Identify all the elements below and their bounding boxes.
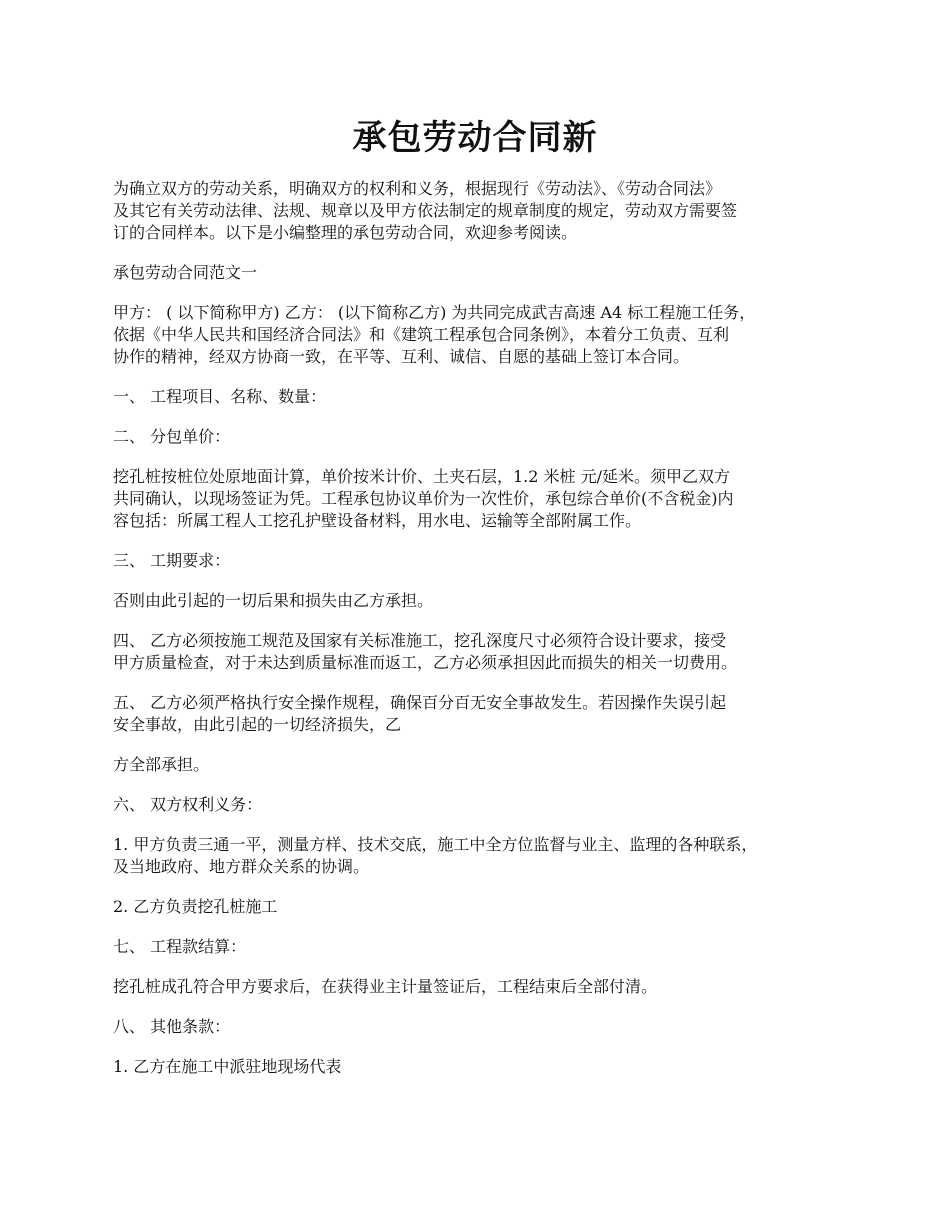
clause-paragraph: [113, 754, 858, 776]
clause-paragraph: [113, 1056, 858, 1078]
text-line: 容包括：所属工程人工挖孔护壁设备材料，用水电、运输等全部附属工作。: [113, 511, 642, 530]
text-line: 协作的精神，经双方协商一致，在平等、互利、诚信、自愿的基础上签订本合同。: [113, 347, 690, 366]
clause-heading: [113, 426, 858, 448]
clause-heading: [113, 936, 858, 958]
clause-paragraph: [113, 590, 858, 612]
clause-paragraph: [113, 692, 858, 736]
clause-heading: [113, 794, 858, 816]
clause-paragraph: [113, 630, 858, 674]
text-line: 挖孔桩成孔符合甲方要求后，在获得业主计量签证后，工程结束后全部付清。: [113, 977, 658, 996]
section-heading: [113, 262, 858, 284]
text-line: 三、 工期要求：: [113, 551, 231, 570]
text-line: 共同确认，以现场签证为凭。工程承包协议单价为一次性价，承包综合单价(不含税金)内: [113, 489, 734, 508]
text-line: 六、 双方权利义务：: [113, 795, 263, 814]
text-line: 1. 甲方负责三通一平，测量方样、技术交底，施工中全方位监督与业主、监理的各种联系，: [113, 835, 758, 854]
document-body: [113, 178, 858, 1096]
text-line: 否则由此引起的一切后果和损失由乙方承担。: [113, 591, 434, 610]
text-line: 七、 工程款结算：: [113, 937, 247, 956]
text-line: 1. 乙方在施工中派驻地现场代表: [113, 1057, 342, 1076]
text-line: 及当地政府、地方群众关系的协调。: [113, 857, 370, 876]
text-line: 甲方质量检查，对于未达到质量标准而返工，乙方必须承担因此而损失的相关一切费用。: [113, 653, 738, 672]
clause-paragraph: [113, 466, 858, 532]
document-title: 承包劳动合同新: [352, 118, 598, 158]
clause-paragraph: [113, 834, 858, 878]
intro-paragraph: [113, 178, 858, 244]
text-line: 为确立双方的劳动关系，明确双方的权利和义务，根据现行《劳动法》、《劳动合同法》: [113, 179, 722, 198]
text-line: 二、 分包单价：: [113, 427, 231, 446]
text-line: 五、 乙方必须严格执行安全操作规程，确保百分百无安全事故发生。若因操作失误引起: [113, 693, 727, 712]
text-line: 依据《中华人民共和国经济合同法》和《建筑工程承包合同条例》，本着分工负责、互利: [113, 325, 730, 344]
clause-heading: [113, 1016, 858, 1038]
parties-paragraph: [113, 302, 858, 368]
clause-paragraph: [113, 896, 858, 918]
text-line: 甲方： ( 以下简称甲方) 乙方： (以下简称乙方) 为共同完成武吉高速 A4 标工程施工任务，: [113, 303, 756, 322]
clause-paragraph: [113, 976, 858, 998]
text-line: 安全事故，由此引起的一切经济损失，乙: [113, 715, 402, 734]
clause-heading: [113, 386, 858, 408]
text-line: 八、 其他条款：: [113, 1017, 231, 1036]
text-line: 2. 乙方负责挖孔桩施工: [113, 897, 278, 916]
clause-heading: [113, 550, 858, 572]
text-line: 方全部承担。: [113, 755, 210, 774]
text-line: 挖孔桩按桩位处原地面计算，单价按米计价、土夹石层，1.2 米桩 元/延米。须甲乙双方: [113, 467, 731, 486]
text-line: 四、 乙方必须按施工规范及国家有关标准施工，挖孔深度尺寸必须符合设计要求，接受: [113, 631, 727, 650]
text-line: 承包劳动合同范文一: [113, 263, 258, 282]
text-line: 一、 工程项目、名称、数量：: [113, 387, 327, 406]
text-line: 订的合同样本。以下是小编整理的承包劳动合同，欢迎参考阅读。: [113, 223, 578, 242]
text-line: 及其它有关劳动法律、法规、规章以及甲方依法制定的规章制度的规定，劳动双方需要签: [113, 201, 738, 220]
